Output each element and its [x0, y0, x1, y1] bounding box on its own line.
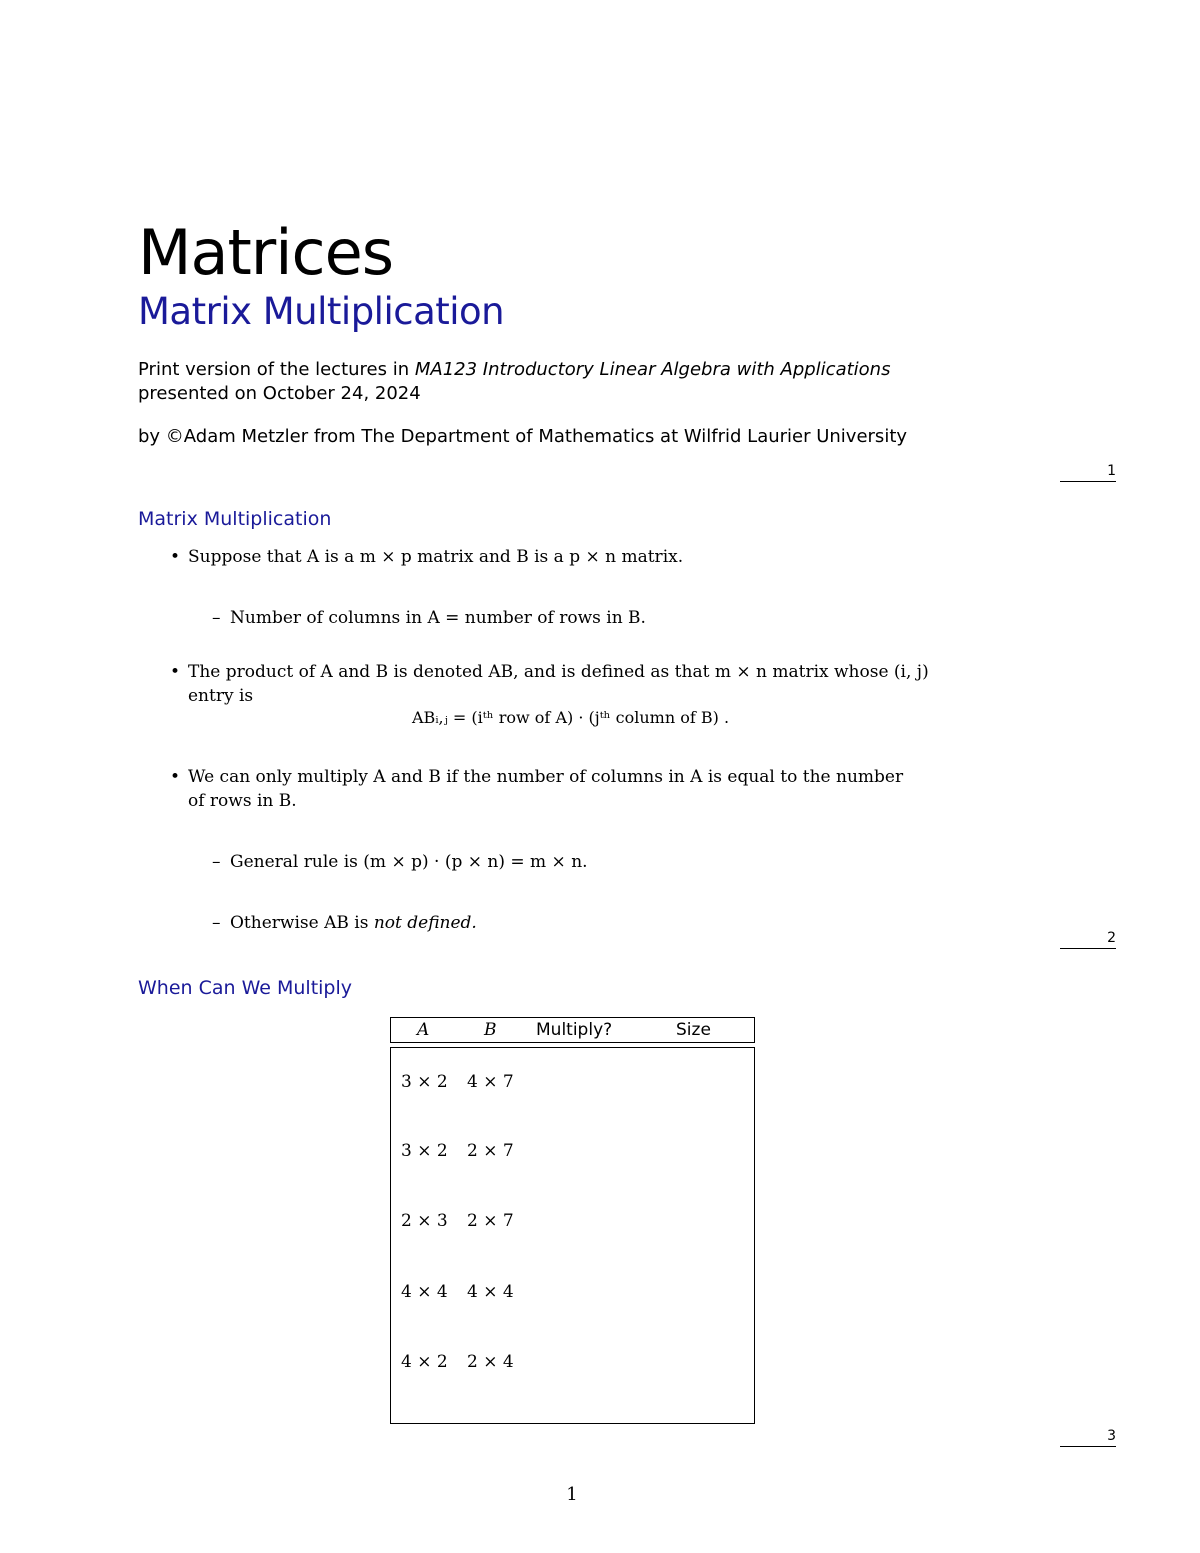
table-cell-a: 4 × 4 — [401, 1282, 448, 1302]
product-formula: ABᵢ,ⱼ = (iᵗʰ row of A) · (jᵗʰ column of B) . — [412, 708, 730, 727]
document-title: Matrices — [138, 216, 394, 289]
bullet-2: • The product of A and B is denoted AB, and is defined as that m × n matrix whose (i, j) entry is — [170, 662, 929, 706]
dash-marker: – — [212, 852, 221, 872]
slide-number-3: 3 — [1060, 1428, 1116, 1447]
print-version-line — [138, 358, 890, 382]
section-heading-matrix-multiplication: Matrix Multiplication — [138, 508, 332, 530]
table-cell-a: 2 × 3 — [401, 1211, 448, 1231]
column-header-size: Size — [676, 1020, 711, 1040]
page-number: 1 — [566, 1484, 578, 1505]
table-cell-b: 4 × 4 — [467, 1282, 514, 1302]
slide-number-2: 2 — [1060, 930, 1116, 949]
bullet-dot: • — [170, 547, 181, 567]
table-cell-b: 2 × 7 — [467, 1211, 514, 1231]
sub-bullet-general-rule: – General rule is (m × p) · (p × n) = m × n. — [212, 852, 588, 872]
sub-bullet-1: – Number of columns in A = number of rows in B. — [212, 608, 646, 628]
dash-marker: – — [212, 913, 221, 933]
column-header-a: A — [417, 1020, 430, 1040]
byline: by ©Adam Metzler from The Department of Mathematics at Wilfrid Laurier University — [138, 426, 908, 447]
table-header — [390, 1017, 755, 1043]
course-name: MA123 Introductory Linear Algebra with Applications — [414, 359, 891, 380]
bullet-dot: • — [170, 767, 181, 787]
table-cell-b: 2 × 7 — [467, 1141, 514, 1161]
not-defined-emphasis: not defined. — [373, 913, 477, 933]
presented-date: presented on October 24, 2024 — [138, 383, 421, 404]
section-heading-when-can-we-multiply: When Can We Multiply — [138, 977, 353, 999]
column-header-multiply: Multiply? — [536, 1020, 613, 1040]
slide-number-1: 1 — [1060, 463, 1116, 482]
print-prefix: Print version of the lectures in — [138, 359, 415, 380]
table-cell-b: 4 × 7 — [467, 1072, 514, 1092]
table-cell-a: 3 × 2 — [401, 1072, 448, 1092]
table-cell-b: 2 × 4 — [467, 1352, 514, 1372]
bullet-3: • We can only multiply A and B if the number of columns in A is equal to the number of rows in B. — [170, 767, 904, 811]
table-cell-a: 4 × 2 — [401, 1352, 448, 1372]
dash-marker: – — [212, 608, 221, 628]
table-cell-a: 3 × 2 — [401, 1141, 448, 1161]
bullet-dot: • — [170, 662, 181, 682]
document-subtitle: Matrix Multiplication — [138, 290, 505, 333]
sub-bullet-otherwise: – Otherwise AB is not defined. — [212, 913, 477, 933]
column-header-b: B — [484, 1020, 497, 1040]
bullet-1: • Suppose that A is a m × p matrix and B is a p × n matrix. — [170, 547, 684, 567]
